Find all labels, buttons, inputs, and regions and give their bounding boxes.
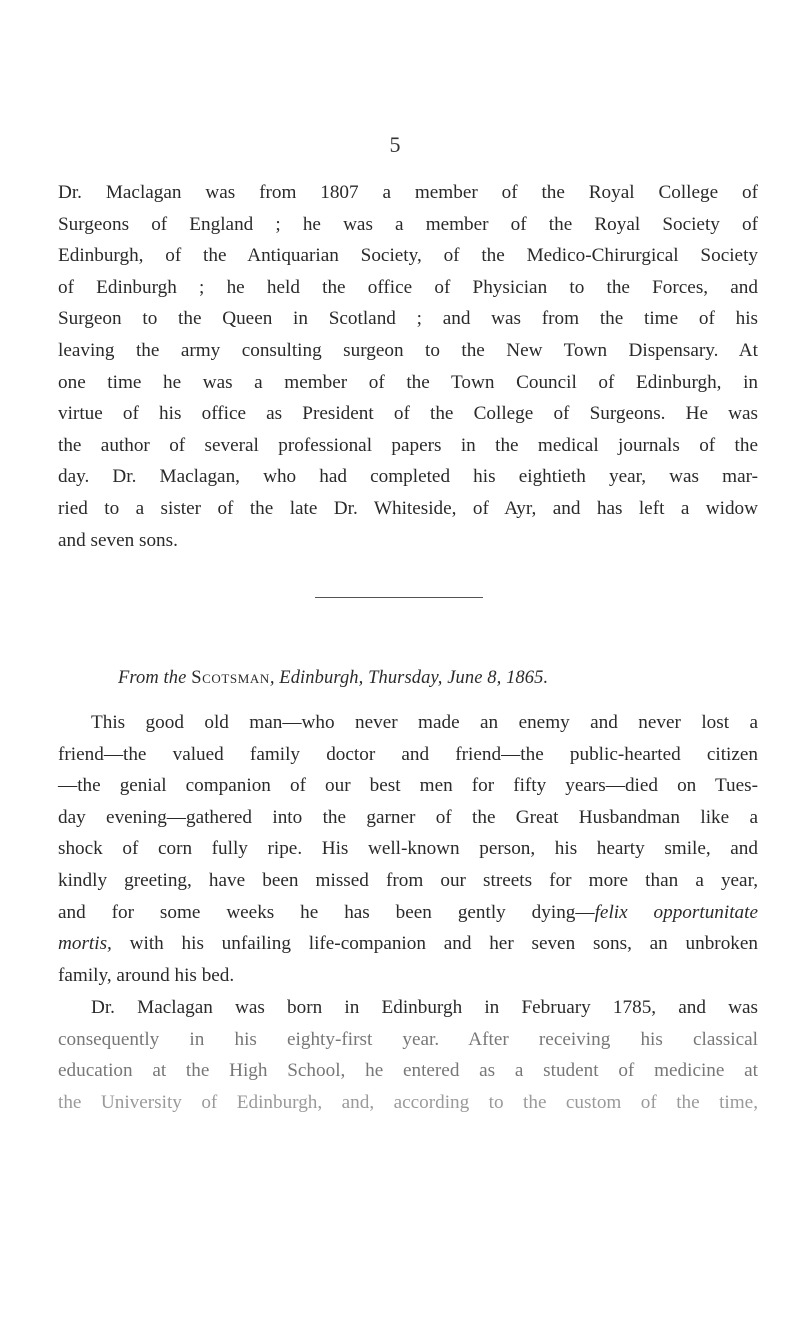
text-line: shock of corn fully ripe. His well-known person, his hearty smile, and bbox=[58, 838, 758, 860]
text-line: family, around his bed. bbox=[58, 964, 235, 986]
text-line-with-latin bbox=[58, 897, 758, 929]
paragraph-birth bbox=[58, 992, 758, 1118]
text-line: friend—the valued family doctor and friend—the public-hearted citizen bbox=[58, 743, 758, 765]
text-fragment: and for some weeks he has been gently dying— bbox=[58, 901, 595, 923]
text-line: —the genial companion of our best men for fifty years—died on Tues- bbox=[58, 775, 758, 797]
text-line: leaving the army consulting surgeon to the New Town Dispensary. At bbox=[58, 339, 758, 361]
text-line: Edinburgh, of the Antiquarian Society, of the Medico-Chirurgical Society bbox=[58, 245, 758, 267]
text-line: one time he was a member of the Town Council of Edinburgh, in bbox=[58, 371, 758, 393]
newspaper-name: Scotsman bbox=[191, 668, 270, 688]
text-line: Dr. Maclagan was born in Edinburgh in February 1785, and was bbox=[91, 997, 758, 1018]
text-line: of Edinburgh ; he held the office of Physician to the Forces, and bbox=[58, 276, 758, 298]
paragraph-biography bbox=[58, 177, 758, 556]
source-suffix: , Edinburgh, Thursday, June 8, 1865. bbox=[269, 668, 549, 688]
text-line: Surgeons of England ; he was a member of the Royal Society of bbox=[58, 213, 758, 235]
text-line: ried to a sister of the late Dr. Whiteside, of Ayr, and has left a widow bbox=[58, 497, 758, 519]
text-line: and seven sons. bbox=[58, 529, 178, 551]
source-citation bbox=[118, 668, 718, 689]
text-line: consequently in his eighty-first year. After receiving his classical bbox=[58, 1028, 758, 1050]
text-fragment: with his unfailing life-companion and her seven sons, an unbroken bbox=[129, 933, 758, 955]
section-divider bbox=[315, 597, 483, 598]
text-line: day. Dr. Maclagan, who had completed his eightieth year, was mar- bbox=[58, 466, 758, 488]
page-number: 5 bbox=[389, 132, 401, 157]
latin-phrase-continued: mortis, bbox=[58, 933, 112, 955]
text-line: education at the High School, he entered as a student of medicine at bbox=[58, 1060, 758, 1082]
text-line: day evening—gathered into the garner of the Great Husbandman like a bbox=[58, 806, 758, 828]
text-line: the University of Edinburgh, and, according to the custom of the time, bbox=[58, 1091, 758, 1113]
text-line: kindly greeting, have been missed from our streets for more than a year, bbox=[58, 869, 758, 891]
text-line: the author of several professional papers in the medical journals of the bbox=[58, 434, 758, 456]
latin-phrase: felix opportunitate bbox=[594, 901, 758, 923]
source-prefix: From the bbox=[118, 668, 192, 688]
paragraph-obituary bbox=[58, 707, 758, 991]
text-line-with-latin bbox=[58, 928, 758, 960]
text-line: This good old man—who never made an enemy and never lost a bbox=[91, 712, 758, 733]
text-line: virtue of his office as President of the College of Surgeons. He was bbox=[58, 403, 758, 425]
text-line: Surgeon to the Queen in Scotland ; and was from the time of his bbox=[58, 308, 758, 330]
text-line: Dr. Maclagan was from 1807 a member of the Royal College of bbox=[58, 182, 758, 203]
